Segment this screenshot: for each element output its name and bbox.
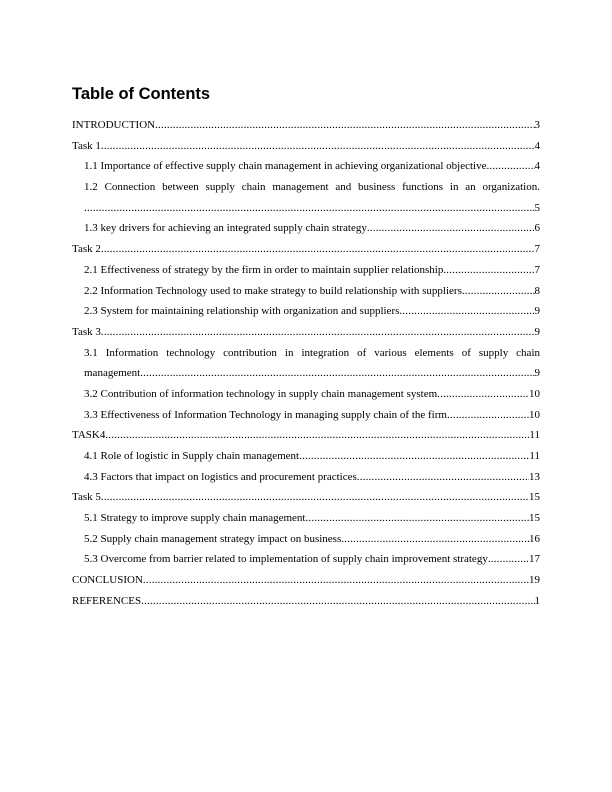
- toc-entry-4-1[interactable]: [72, 446, 540, 467]
- toc-entry-page: 4: [534, 160, 540, 173]
- toc-entry-page: 10: [529, 387, 540, 400]
- toc-entry-page: 15: [529, 512, 540, 525]
- dot-leader: [84, 198, 535, 219]
- toc-entry-references[interactable]: [72, 591, 540, 612]
- toc-entry-page: 4: [534, 139, 540, 152]
- dot-leader: [367, 218, 535, 239]
- toc-entry-page: 17: [529, 553, 540, 566]
- toc-entry-introduction[interactable]: [72, 115, 540, 136]
- toc-entry-conclusion[interactable]: [72, 570, 540, 591]
- toc-entry-2-2[interactable]: [72, 281, 540, 302]
- toc-entry-page: 7: [534, 263, 540, 276]
- toc-entry-page: 8: [534, 284, 540, 297]
- dot-leader: [299, 446, 529, 467]
- dot-leader: [105, 425, 529, 446]
- dot-leader: [305, 508, 529, 529]
- toc-entry-2-1[interactable]: [72, 260, 540, 281]
- toc-title: Table of Contents: [72, 85, 211, 103]
- toc-entry-page: 11: [529, 429, 540, 442]
- toc-entry-task-1[interactable]: [72, 136, 540, 157]
- toc-entry-text: management: [84, 367, 141, 380]
- toc-entry-text: REFERENCES: [72, 594, 142, 607]
- dot-leader: [141, 591, 534, 612]
- toc-entry-1-1[interactable]: [72, 156, 540, 177]
- toc-entry-1-2-continued[interactable]: [72, 198, 540, 219]
- toc-entry-3-1-continued[interactable]: [72, 363, 540, 384]
- dot-leader: [486, 156, 534, 177]
- toc-entry-1-3[interactable]: [72, 218, 540, 239]
- dot-leader: [101, 487, 529, 508]
- toc-entry-text: 2.3 System for maintaining relationship with organization and suppliers: [84, 305, 400, 318]
- toc-entry-page: 9: [534, 325, 540, 338]
- toc-entry-page: 16: [529, 532, 540, 545]
- dot-leader: [155, 115, 534, 136]
- toc-entry-text: CONCLUSION: [72, 574, 143, 587]
- toc-entry-text: Task 1: [72, 139, 101, 152]
- toc-entry-page: 9: [534, 367, 540, 380]
- dot-leader: [447, 405, 529, 426]
- toc-entry-page: 9: [534, 305, 540, 318]
- toc-entry-text: 5.3 Overcome from barrier related to implementation of supply chain improvement strategy: [84, 553, 488, 566]
- toc-entry-page: 10: [529, 408, 540, 421]
- toc-entry-text: 2.2 Information Technology used to make strategy to build relationship with suppliers: [84, 284, 462, 297]
- toc-entry-1-2[interactable]: [72, 177, 540, 198]
- toc-entry-task-5[interactable]: [72, 487, 540, 508]
- toc-entry-2-3[interactable]: [72, 301, 540, 322]
- toc-entry-4-3[interactable]: [72, 467, 540, 488]
- dot-leader: [101, 322, 535, 343]
- toc-entry-text: Task 2: [72, 243, 101, 256]
- toc-entry-task-4[interactable]: [72, 425, 540, 446]
- toc-entry-text: 5.2 Supply chain management strategy impact on business: [84, 532, 342, 545]
- toc-entry-page: 1: [534, 594, 540, 607]
- dot-leader: [488, 549, 529, 570]
- toc-entry-5-2[interactable]: [72, 529, 540, 550]
- toc-entry-5-3[interactable]: [72, 549, 540, 570]
- toc-entry-text: 3.1 Information technology contribution in integration of various elements of supply chain: [84, 346, 540, 359]
- toc-entry-page: 7: [534, 243, 540, 256]
- dot-leader: [399, 301, 534, 322]
- toc-entry-text: 4.1 Role of logistic in Supply chain management: [84, 450, 300, 462]
- toc-entry-text: 3.3 Effectiveness of Information Technology in managing supply chain of the firm: [84, 408, 447, 421]
- toc-entry-text: Task 3: [72, 325, 101, 338]
- dot-leader: [143, 570, 529, 591]
- toc-entry-page: 3: [534, 119, 540, 131]
- toc-entry-page: 5: [534, 201, 540, 214]
- toc-entry-task-2[interactable]: [72, 239, 540, 260]
- toc-entry-page: 13: [529, 470, 540, 483]
- toc-entry-task-3[interactable]: [72, 322, 540, 343]
- toc-entry-text: Task 5: [72, 491, 101, 504]
- toc-entry-3-3[interactable]: [72, 405, 540, 426]
- toc-entry-3-1[interactable]: [72, 343, 540, 364]
- toc-entry-text: 1.2 Connection between supply chain management and business functions in an organization.: [84, 181, 540, 194]
- toc-entry-text: TASK4: [72, 429, 106, 442]
- toc-entry-5-1[interactable]: [72, 508, 540, 529]
- dot-leader: [101, 136, 535, 157]
- toc-entry-page: 6: [534, 222, 540, 235]
- toc-entry-page: 19: [529, 574, 540, 587]
- toc-entry-text: 1.1 Importance of effective supply chain management in achieving organizational objective: [84, 160, 487, 173]
- toc-entry-text: 2.1 Effectiveness of strategy by the firm in order to maintain supplier relationship: [84, 263, 444, 276]
- toc-entry-text: INTRODUCTION: [72, 119, 156, 131]
- toc-entry-text: 3.2 Contribution of information technology in supply chain management system: [84, 387, 438, 400]
- toc-entry-text: 5.1 Strategy to improve supply chain management: [84, 512, 306, 525]
- dot-leader: [140, 363, 534, 384]
- dot-leader: [341, 529, 529, 550]
- dot-leader: [101, 239, 535, 260]
- toc-entry-text: 1.3 key drivers for achieving an integrated supply chain strategy: [84, 222, 367, 235]
- dot-leader: [443, 260, 534, 281]
- toc-entry-page: 15: [529, 491, 540, 504]
- toc-list: [72, 115, 540, 612]
- toc-entry-3-2[interactable]: [72, 384, 540, 405]
- toc-entry-text: 4.3 Factors that impact on logistics and procurement practices: [84, 470, 357, 483]
- dot-leader: [357, 467, 529, 488]
- toc-entry-page: 11: [529, 450, 540, 462]
- dot-leader: [462, 281, 535, 302]
- dot-leader: [437, 384, 529, 405]
